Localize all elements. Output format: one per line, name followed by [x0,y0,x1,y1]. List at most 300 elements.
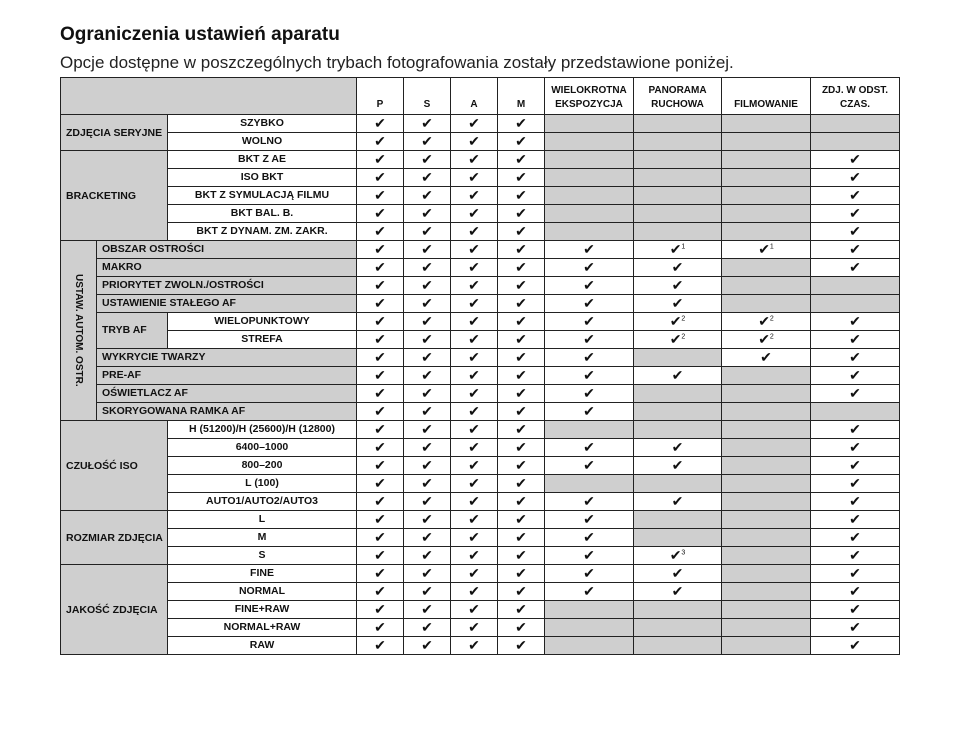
unavailable-cell [722,385,811,403]
check-icon: ✔ [357,295,404,313]
check-icon: ✔ [404,169,451,187]
check-icon: ✔ [634,565,722,583]
column-header: WIELOKROTNA EKSPOZYCJA [545,78,634,115]
check-icon: ✔ [545,313,634,331]
unavailable-cell [722,583,811,601]
table-row [61,637,900,655]
check-icon: ✔ [545,439,634,457]
option-label: NORMAL [168,583,357,601]
check-icon: ✔ [451,151,498,169]
table-row [61,223,900,241]
check-icon: ✔ [451,565,498,583]
check-icon: ✔ [357,547,404,565]
check-icon: ✔ [404,277,451,295]
table-row [61,565,900,583]
check-icon: ✔ [404,565,451,583]
check-icon: ✔ [451,205,498,223]
option-label: MAKRO [97,259,357,277]
check-icon: ✔ [451,115,498,133]
unavailable-cell [634,403,722,421]
option-label: OBSZAR OSTROŚCI [97,241,357,259]
check-icon: ✔ [404,115,451,133]
check-icon: ✔ [404,223,451,241]
check-icon: ✔ [634,583,722,601]
column-header: S [404,78,451,115]
check-icon: ✔ [357,475,404,493]
check-icon: ✔ [404,241,451,259]
unavailable-cell [722,295,811,313]
check-icon: ✔ [357,493,404,511]
check-icon: ✔ [451,493,498,511]
table-row [61,385,900,403]
table-row [61,529,900,547]
option-label: ISO BKT [168,169,357,187]
option-label: PRIORYTET ZWOLN./OSTROŚCI [97,277,357,295]
table-row [61,421,900,439]
unavailable-cell [545,115,634,133]
check-icon: ✔$^1$ [634,241,722,259]
unavailable-cell [634,475,722,493]
check-icon: ✔ [634,439,722,457]
settings-table [60,77,900,655]
check-icon: ✔ [498,619,545,637]
check-icon: ✔ [404,583,451,601]
check-icon: ✔ [545,511,634,529]
unavailable-cell [811,133,900,151]
table-row [61,601,900,619]
option-label: NORMAL+RAW [168,619,357,637]
check-icon: ✔ [404,331,451,349]
check-icon: ✔ [811,385,900,403]
check-icon: ✔ [498,403,545,421]
unavailable-cell [722,367,811,385]
check-icon: ✔ [404,457,451,475]
unavailable-cell [722,277,811,295]
check-icon: ✔ [404,601,451,619]
page-subtitle: Opcje dostępne w poszczególnych trybach fotografowania zostały przedstawione poniżej. [60,53,734,72]
check-icon: ✔ [498,529,545,547]
check-icon: ✔$^2$ [722,313,811,331]
table-row [61,367,900,385]
check-icon: ✔ [404,385,451,403]
unavailable-cell [545,151,634,169]
check-icon: ✔ [404,403,451,421]
check-icon: ✔ [498,205,545,223]
unavailable-cell [545,187,634,205]
check-icon: ✔ [404,151,451,169]
check-icon: ✔ [498,187,545,205]
check-icon: ✔ [498,385,545,403]
footnote-marker: 2 [769,333,774,341]
unavailable-cell [634,151,722,169]
check-icon: ✔ [451,403,498,421]
option-label: FINE+RAW [168,601,357,619]
check-icon: ✔ [811,187,900,205]
check-icon: ✔ [451,439,498,457]
unavailable-cell [722,151,811,169]
check-icon: ✔ [498,115,545,133]
column-header: P [357,78,404,115]
check-icon: ✔ [404,529,451,547]
unavailable-cell [722,601,811,619]
check-icon: ✔ [545,331,634,349]
check-icon: ✔ [498,241,545,259]
check-icon: ✔ [811,511,900,529]
check-icon: ✔ [811,169,900,187]
check-icon: ✔ [357,241,404,259]
check-icon: ✔ [357,457,404,475]
column-header: M [498,78,545,115]
table-row [61,619,900,637]
table-row [61,259,900,277]
unavailable-cell [722,403,811,421]
check-icon: ✔ [545,565,634,583]
check-icon: ✔ [451,637,498,655]
table-row [61,151,900,169]
option-label: AUTO1/AUTO2/AUTO3 [168,493,357,511]
check-icon: ✔ [357,421,404,439]
check-icon: ✔ [545,385,634,403]
unavailable-cell [634,133,722,151]
unavailable-cell [545,619,634,637]
table-row [61,277,900,295]
column-header: FILMOWANIE [722,78,811,115]
check-icon: ✔ [451,169,498,187]
check-icon: ✔ [404,439,451,457]
group-label: JAKOŚĆ ZDJĘCIA [61,565,168,655]
check-icon: ✔ [545,493,634,511]
check-icon: ✔ [357,601,404,619]
check-icon: ✔ [357,367,404,385]
check-icon: ✔ [811,637,900,655]
check-icon: ✔ [357,349,404,367]
check-icon: ✔ [811,151,900,169]
check-icon: ✔$^3$ [634,547,722,565]
unavailable-cell [634,187,722,205]
check-icon: ✔ [811,439,900,457]
check-icon: ✔ [357,277,404,295]
option-label: RAW [168,637,357,655]
option-label: WYKRYCIE TWARZY [97,349,357,367]
check-icon: ✔ [498,439,545,457]
check-icon: ✔ [451,511,498,529]
table-row [61,475,900,493]
check-icon: ✔ [498,565,545,583]
check-icon: ✔ [545,403,634,421]
check-icon: ✔ [811,547,900,565]
check-icon: ✔ [357,151,404,169]
check-icon: ✔ [357,187,404,205]
option-label: L (100) [168,475,357,493]
header-corner [61,78,357,115]
group-label: CZUŁOŚĆ ISO [61,421,168,511]
check-icon: ✔ [357,385,404,403]
option-label: BKT BAL. B. [168,205,357,223]
table-row [61,349,900,367]
check-icon: ✔$^2$ [722,331,811,349]
unavailable-cell [722,637,811,655]
check-icon: ✔ [811,331,900,349]
check-icon: ✔ [357,223,404,241]
check-icon: ✔ [357,169,404,187]
table-row [61,493,900,511]
option-label: WIELOPUNKTOWY [168,313,357,331]
check-icon: ✔ [811,421,900,439]
check-icon: ✔ [404,367,451,385]
page-title: Ograniczenia ustawień aparatu [60,24,340,45]
check-icon: ✔ [811,367,900,385]
unavailable-cell [545,223,634,241]
column-header: PANORAMA RUCHOWA [634,78,722,115]
group-label: ZDJĘCIA SERYJNE [61,115,168,151]
check-icon: ✔ [811,619,900,637]
check-icon: ✔ [498,277,545,295]
table-row [61,205,900,223]
check-icon: ✔ [722,349,811,367]
check-icon: ✔ [498,169,545,187]
check-icon: ✔ [451,133,498,151]
check-icon: ✔ [451,277,498,295]
check-icon: ✔ [811,493,900,511]
column-header: ZDJ. W ODST. CZAS. [811,78,900,115]
unavailable-cell [722,547,811,565]
unavailable-cell [722,205,811,223]
check-icon: ✔ [498,313,545,331]
footnote-marker: 1 [769,243,774,251]
unavailable-cell [722,115,811,133]
check-icon: ✔ [451,619,498,637]
check-icon: ✔ [811,313,900,331]
table-row [61,439,900,457]
check-icon: ✔ [404,637,451,655]
check-icon: ✔ [404,619,451,637]
check-icon: ✔ [451,367,498,385]
unavailable-cell [722,169,811,187]
check-icon: ✔ [498,331,545,349]
check-icon: ✔ [498,475,545,493]
check-icon: ✔ [545,367,634,385]
check-icon: ✔ [545,349,634,367]
check-icon: ✔ [404,133,451,151]
check-icon: ✔ [404,259,451,277]
check-icon: ✔ [811,529,900,547]
check-icon: ✔ [634,457,722,475]
group-label: BRACKETING [61,151,168,241]
unavailable-cell [634,385,722,403]
unavailable-cell [634,619,722,637]
check-icon: ✔ [811,565,900,583]
unavailable-cell [811,403,900,421]
check-icon: ✔ [498,259,545,277]
check-icon: ✔ [811,583,900,601]
check-icon: ✔ [545,547,634,565]
check-icon: ✔ [451,583,498,601]
table-row [61,583,900,601]
unavailable-cell [722,439,811,457]
group-label: ROZMIAR ZDJĘCIA [61,511,168,565]
option-label: STREFA [168,331,357,349]
check-icon: ✔ [498,493,545,511]
check-icon: ✔ [634,367,722,385]
check-icon: ✔ [451,385,498,403]
check-icon: ✔ [498,637,545,655]
check-icon: ✔ [404,313,451,331]
check-icon: ✔ [498,367,545,385]
check-icon: ✔ [498,583,545,601]
check-icon: ✔$^2$ [634,331,722,349]
option-label: USTAWIENIE STAŁEGO AF [97,295,357,313]
check-icon: ✔ [357,565,404,583]
check-icon: ✔ [811,223,900,241]
unavailable-cell [545,601,634,619]
table-row [61,295,900,313]
option-label: H (51200)/H (25600)/H (12800) [168,421,357,439]
check-icon: ✔ [404,421,451,439]
check-icon: ✔ [545,529,634,547]
unavailable-cell [722,475,811,493]
check-icon: ✔ [357,439,404,457]
check-icon: ✔ [498,547,545,565]
check-icon: ✔ [404,511,451,529]
unavailable-cell [634,349,722,367]
unavailable-cell [722,187,811,205]
check-icon: ✔ [357,313,404,331]
table-row [61,241,900,259]
check-icon: ✔ [357,403,404,421]
check-icon: ✔ [498,421,545,439]
footnote-marker: 2 [769,315,774,323]
check-icon: ✔ [811,601,900,619]
check-icon: ✔ [357,205,404,223]
unavailable-cell [722,511,811,529]
unavailable-cell [545,133,634,151]
check-icon: ✔ [634,295,722,313]
check-icon: ✔ [451,529,498,547]
unavailable-cell [722,421,811,439]
check-icon: ✔ [811,259,900,277]
check-icon: ✔ [498,151,545,169]
check-icon: ✔ [498,457,545,475]
check-icon: ✔ [451,475,498,493]
option-label: S [168,547,357,565]
check-icon: ✔ [451,223,498,241]
unavailable-cell [722,565,811,583]
check-icon: ✔ [404,349,451,367]
check-icon: ✔ [404,187,451,205]
unavailable-cell [634,115,722,133]
option-label: OŚWIETLACZ AF [97,385,357,403]
table-row [61,133,900,151]
check-icon: ✔ [404,547,451,565]
option-label: L [168,511,357,529]
check-icon: ✔$^2$ [634,313,722,331]
option-label: SKORYGOWANA RAMKA AF [97,403,357,421]
footnote-marker: 2 [681,333,686,341]
unavailable-cell [722,223,811,241]
check-icon: ✔ [404,205,451,223]
group-label: USTAW. AUTOM. OSTR. [61,241,97,421]
table-row [61,187,900,205]
table-row [61,457,900,475]
check-icon: ✔ [357,259,404,277]
check-icon: ✔ [498,223,545,241]
option-label: FINE [168,565,357,583]
check-icon: ✔ [634,493,722,511]
header-row [61,78,900,115]
unavailable-cell [545,637,634,655]
table-row [61,115,900,133]
check-icon: ✔ [451,349,498,367]
check-icon: ✔ [357,331,404,349]
option-label: BKT Z AE [168,151,357,169]
option-label: PRE-AF [97,367,357,385]
check-icon: ✔ [498,133,545,151]
footnote-marker: 3 [681,549,686,557]
unavailable-cell [634,421,722,439]
unavailable-cell [722,259,811,277]
check-icon: ✔ [404,295,451,313]
check-icon: ✔ [451,421,498,439]
check-icon: ✔ [498,511,545,529]
footnote-marker: 1 [681,243,686,251]
check-icon: ✔ [811,205,900,223]
unavailable-cell [545,475,634,493]
check-icon: ✔ [357,511,404,529]
option-label: BKT Z DYNAM. ZM. ZAKR. [168,223,357,241]
check-icon: ✔ [545,241,634,259]
table-row [61,313,900,331]
subgroup-label: TRYB AF [97,313,168,349]
check-icon: ✔ [498,601,545,619]
unavailable-cell [545,169,634,187]
unavailable-cell [634,169,722,187]
unavailable-cell [811,115,900,133]
check-icon: ✔ [451,457,498,475]
check-icon: ✔ [634,277,722,295]
table-row [61,403,900,421]
unavailable-cell [722,133,811,151]
table-row [61,547,900,565]
check-icon: ✔ [357,619,404,637]
check-icon: ✔ [451,313,498,331]
option-label: BKT Z SYMULACJĄ FILMU [168,187,357,205]
unavailable-cell [545,205,634,223]
check-icon: ✔ [357,115,404,133]
table-row [61,169,900,187]
check-icon: ✔ [357,637,404,655]
check-icon: ✔$^1$ [722,241,811,259]
unavailable-cell [722,457,811,475]
check-icon: ✔ [357,583,404,601]
table-row [61,331,900,349]
check-icon: ✔ [451,601,498,619]
check-icon: ✔ [811,475,900,493]
unavailable-cell [811,277,900,295]
check-icon: ✔ [545,277,634,295]
check-icon: ✔ [404,493,451,511]
check-icon: ✔ [357,133,404,151]
check-icon: ✔ [451,331,498,349]
option-label: 6400–1000 [168,439,357,457]
check-icon: ✔ [451,295,498,313]
unavailable-cell [722,619,811,637]
unavailable-cell [722,493,811,511]
unavailable-cell [722,529,811,547]
unavailable-cell [634,223,722,241]
check-icon: ✔ [811,241,900,259]
option-label: SZYBKO [168,115,357,133]
check-icon: ✔ [357,529,404,547]
